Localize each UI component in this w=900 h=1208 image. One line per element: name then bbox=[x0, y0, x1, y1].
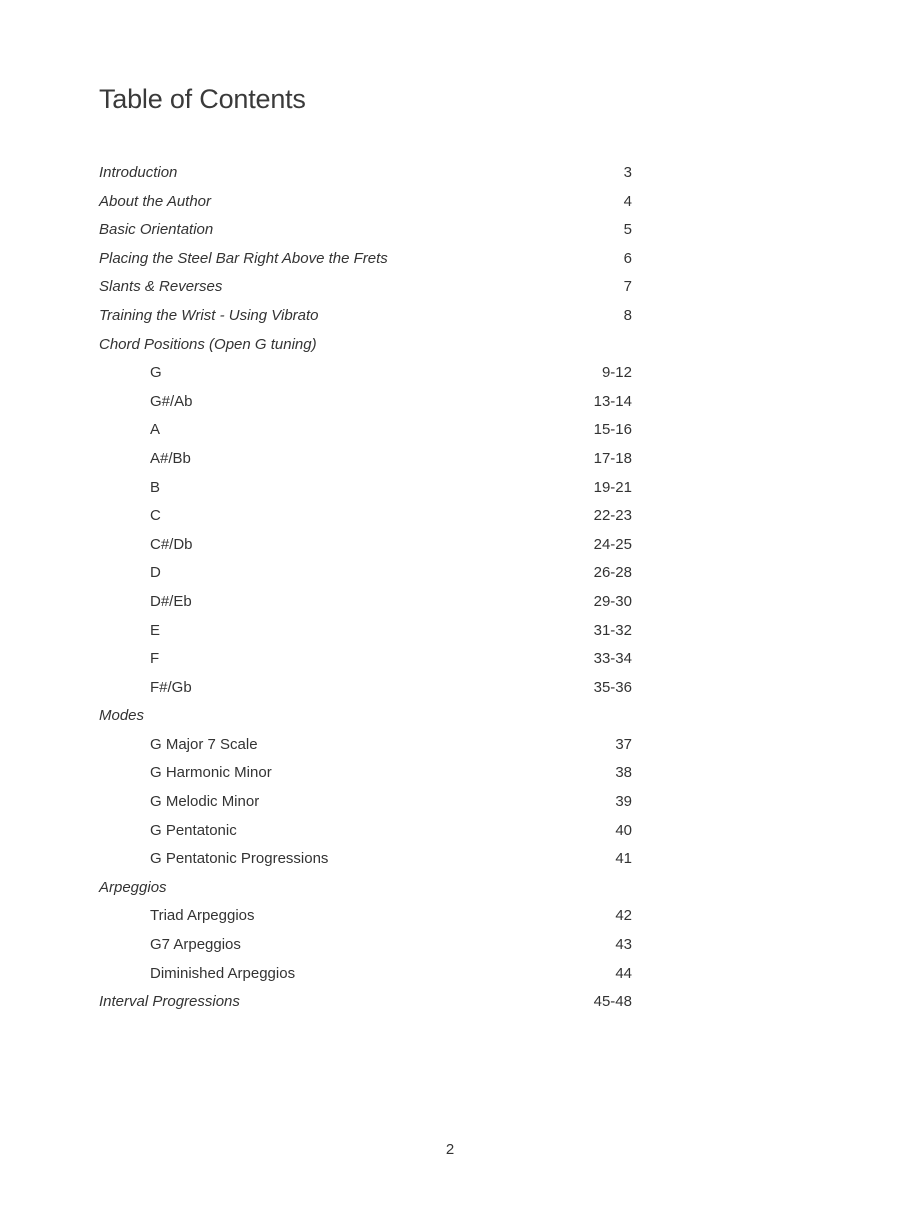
toc-entry-label: Placing the Steel Bar Right Above the Frets bbox=[99, 249, 388, 267]
toc-entry-page: 42 bbox=[615, 907, 632, 925]
toc-entry-label: G bbox=[150, 364, 162, 382]
toc-entry-page: 31-32 bbox=[593, 621, 632, 639]
toc-entry-page: 41 bbox=[615, 850, 632, 868]
toc-entry-page: 44 bbox=[615, 964, 632, 982]
page-number: 2 bbox=[445, 1141, 455, 1158]
toc-entry-label: Interval Progressions bbox=[99, 993, 240, 1011]
toc-subentry bbox=[99, 617, 632, 646]
toc-entry bbox=[99, 216, 632, 245]
toc-subentry bbox=[99, 759, 632, 788]
toc-subentry bbox=[99, 788, 632, 817]
toc-entry-page: 7 bbox=[623, 278, 632, 296]
toc-entry-label: C bbox=[150, 507, 161, 525]
toc-entry-label: B bbox=[150, 478, 161, 496]
toc-subentry bbox=[99, 931, 632, 960]
toc-section-heading bbox=[99, 874, 632, 903]
toc-entry-page: 39 bbox=[615, 793, 632, 811]
toc-entry-label: G7 Arpeggios bbox=[150, 936, 241, 954]
toc-entry-label: Introduction bbox=[99, 164, 178, 181]
toc-entry-page: 6 bbox=[623, 249, 632, 267]
toc-entry bbox=[99, 188, 632, 217]
toc-entry-page: 4 bbox=[623, 192, 632, 210]
toc-entry-label: Modes bbox=[99, 707, 145, 725]
toc-entry-page: 19-21 bbox=[593, 478, 632, 496]
toc-entry-page: 29-30 bbox=[593, 592, 632, 610]
toc-subentry bbox=[99, 645, 632, 674]
toc-entry-page: 24-25 bbox=[593, 535, 632, 553]
toc-entry-page: 43 bbox=[615, 936, 632, 954]
toc-entry bbox=[99, 159, 632, 188]
toc-subentry bbox=[99, 588, 632, 617]
toc-entry-page: 13-14 bbox=[593, 392, 632, 410]
toc-entry-page: 22-23 bbox=[593, 507, 632, 525]
toc-section-heading bbox=[99, 331, 632, 360]
toc-entry-label: G Major 7 Scale bbox=[150, 735, 258, 753]
toc-entry-label: Triad Arpeggios bbox=[150, 907, 255, 925]
toc-entry-label: Chord Positions (Open G tuning) bbox=[99, 335, 317, 353]
toc-subentry bbox=[99, 731, 632, 760]
toc-subentry bbox=[99, 902, 632, 931]
toc-entry-label: Arpeggios bbox=[99, 878, 167, 896]
toc-subentry bbox=[99, 960, 632, 989]
toc-entry-page: 8 bbox=[623, 306, 632, 324]
toc-entry-label: A#/Bb bbox=[150, 449, 191, 467]
toc-entry-page: 3 bbox=[623, 164, 632, 181]
toc-entry-page: 5 bbox=[623, 221, 632, 239]
toc-entry-label: F bbox=[150, 650, 160, 668]
toc-entry-page: 35-36 bbox=[593, 678, 632, 696]
toc-entry-label: Diminished Arpeggios bbox=[150, 964, 296, 982]
toc-subentry bbox=[99, 559, 632, 588]
toc-entry-label: C#/Db bbox=[150, 535, 193, 553]
toc-entry-label: Slants & Reverses bbox=[99, 278, 223, 296]
toc-entry bbox=[99, 302, 632, 331]
toc-entry-label: F#/Gb bbox=[150, 678, 192, 696]
toc-subentry bbox=[99, 531, 632, 560]
toc-entry-label: About the Author bbox=[99, 192, 212, 210]
toc-entry-page: 33-34 bbox=[593, 650, 632, 668]
toc-entry-page: 9-12 bbox=[601, 364, 632, 382]
toc-entry bbox=[99, 988, 632, 1017]
toc-subentry bbox=[99, 388, 632, 417]
toc-entry-label: Basic Orientation bbox=[99, 221, 214, 239]
toc-entry-label: E bbox=[150, 621, 161, 639]
toc-entry-page: 40 bbox=[615, 821, 632, 839]
toc-subentry bbox=[99, 845, 632, 874]
toc-entry-label: G Harmonic Minor bbox=[150, 764, 272, 782]
toc-entry-label: G#/Ab bbox=[150, 392, 193, 410]
toc-entry bbox=[99, 273, 632, 302]
toc-subentry bbox=[99, 502, 632, 531]
toc-entry-page: 45-48 bbox=[593, 993, 632, 1011]
toc-entry-label: A bbox=[150, 421, 161, 439]
toc-subentry bbox=[99, 674, 632, 703]
toc-subentry bbox=[99, 445, 632, 474]
toc-subentry bbox=[99, 817, 632, 846]
toc-entry-page: 37 bbox=[615, 735, 632, 753]
toc-subentry bbox=[99, 359, 632, 388]
toc-entry-page: 38 bbox=[615, 764, 632, 782]
toc-section-heading bbox=[99, 702, 632, 731]
toc-subentry bbox=[99, 474, 632, 503]
toc-entry-page: 17-18 bbox=[593, 449, 632, 467]
toc-entry bbox=[99, 245, 632, 274]
toc-entry-label: G Pentatonic Progressions bbox=[150, 850, 329, 868]
page-title: Table of Contents bbox=[99, 84, 306, 114]
toc-entry-page: 26-28 bbox=[593, 564, 632, 582]
toc-entry-label: D#/Eb bbox=[150, 592, 192, 610]
toc-entry-label: G Pentatonic bbox=[150, 821, 237, 839]
toc-subentry bbox=[99, 416, 632, 445]
toc-entry-label: Training the Wrist - Using Vibrato bbox=[99, 306, 319, 324]
toc-entry-page: 15-16 bbox=[593, 421, 632, 439]
toc-entry-label: D bbox=[150, 564, 161, 582]
toc-entry-label: G Melodic Minor bbox=[150, 793, 260, 811]
table-of-contents bbox=[99, 159, 632, 1017]
